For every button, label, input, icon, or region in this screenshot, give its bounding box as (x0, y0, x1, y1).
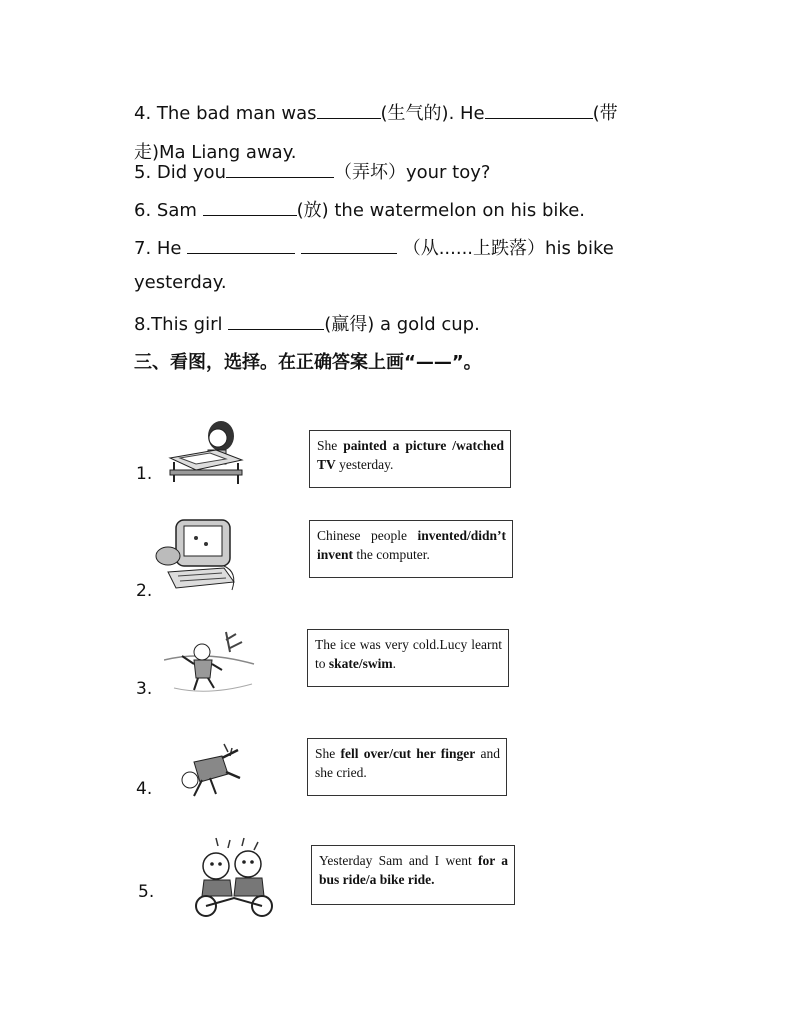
answer-box (307, 629, 509, 687)
question-text: 7. He (134, 238, 188, 259)
answer-options[interactable]: skate/swim (328, 656, 393, 671)
box-text: She (315, 746, 341, 761)
answer-blank[interactable] (485, 104, 593, 119)
question-text: （弄坏）your toy? (333, 162, 491, 183)
question-text: (生气的). He (380, 103, 485, 124)
box-text: and she cried. (315, 746, 500, 780)
box-text: Yesterday Sam and I went (319, 853, 478, 868)
girl-painting-icon (166, 414, 246, 486)
question-text: 8.This girl (134, 314, 229, 335)
question-text: （从......上跌落）his bike (402, 238, 614, 259)
answer-options[interactable]: painted a picture /watched TV (317, 438, 504, 472)
girl-skating-icon (164, 630, 256, 694)
answer-options[interactable]: invented/didn’t invent (317, 528, 506, 562)
answer-blank[interactable] (301, 239, 397, 254)
question-7 (134, 234, 614, 260)
girl-falling-icon (176, 742, 246, 802)
question-text: 4. The bad man was (134, 103, 317, 124)
question-5 (134, 158, 490, 184)
box-text: yesterday. (335, 457, 394, 472)
answer-blank[interactable] (187, 239, 295, 254)
question-text: 5. Did you (134, 162, 226, 183)
answer-box (307, 738, 507, 796)
box-text: She (317, 438, 344, 453)
answer-blank[interactable] (203, 201, 297, 216)
answer-blank[interactable] (226, 163, 334, 178)
question-text: (带 (592, 103, 618, 124)
question-6 (134, 196, 585, 222)
box-text: the computer. (353, 547, 430, 562)
kids-on-bike-icon (186, 836, 282, 918)
answer-blank[interactable] (228, 315, 324, 330)
question-8 (134, 310, 480, 336)
answer-box (309, 520, 513, 578)
question-text: (放) the watermelon on his bike. (296, 200, 586, 221)
item-number: 5. (138, 882, 155, 902)
answer-options[interactable]: fell over/cut her finger (340, 746, 476, 761)
item-number: 4. (136, 779, 153, 799)
answer-blank[interactable] (317, 104, 381, 119)
question-7-continued: yesterday. (134, 272, 227, 293)
question-text: 6. Sam (134, 200, 203, 221)
section-title: 三、看图，选择。在正确答案上画“——”。 (134, 352, 482, 373)
question-4-continued: 走)Ma Liang away. (134, 142, 297, 163)
answer-box (311, 845, 515, 905)
item-number: 1. (136, 464, 153, 484)
box-text: Chinese people (317, 528, 418, 543)
box-text: The ice was very cold.Lucy learnt to (315, 637, 502, 671)
answer-box (309, 430, 511, 488)
item-number: 3. (136, 679, 153, 699)
question-text: (赢得) a gold cup. (324, 314, 480, 335)
question-4 (134, 99, 618, 125)
item-number: 2. (136, 581, 153, 601)
computer-icon (154, 516, 240, 596)
answer-options[interactable]: for a bus ride/a bike ride. (319, 853, 509, 887)
box-text: . (392, 656, 397, 671)
